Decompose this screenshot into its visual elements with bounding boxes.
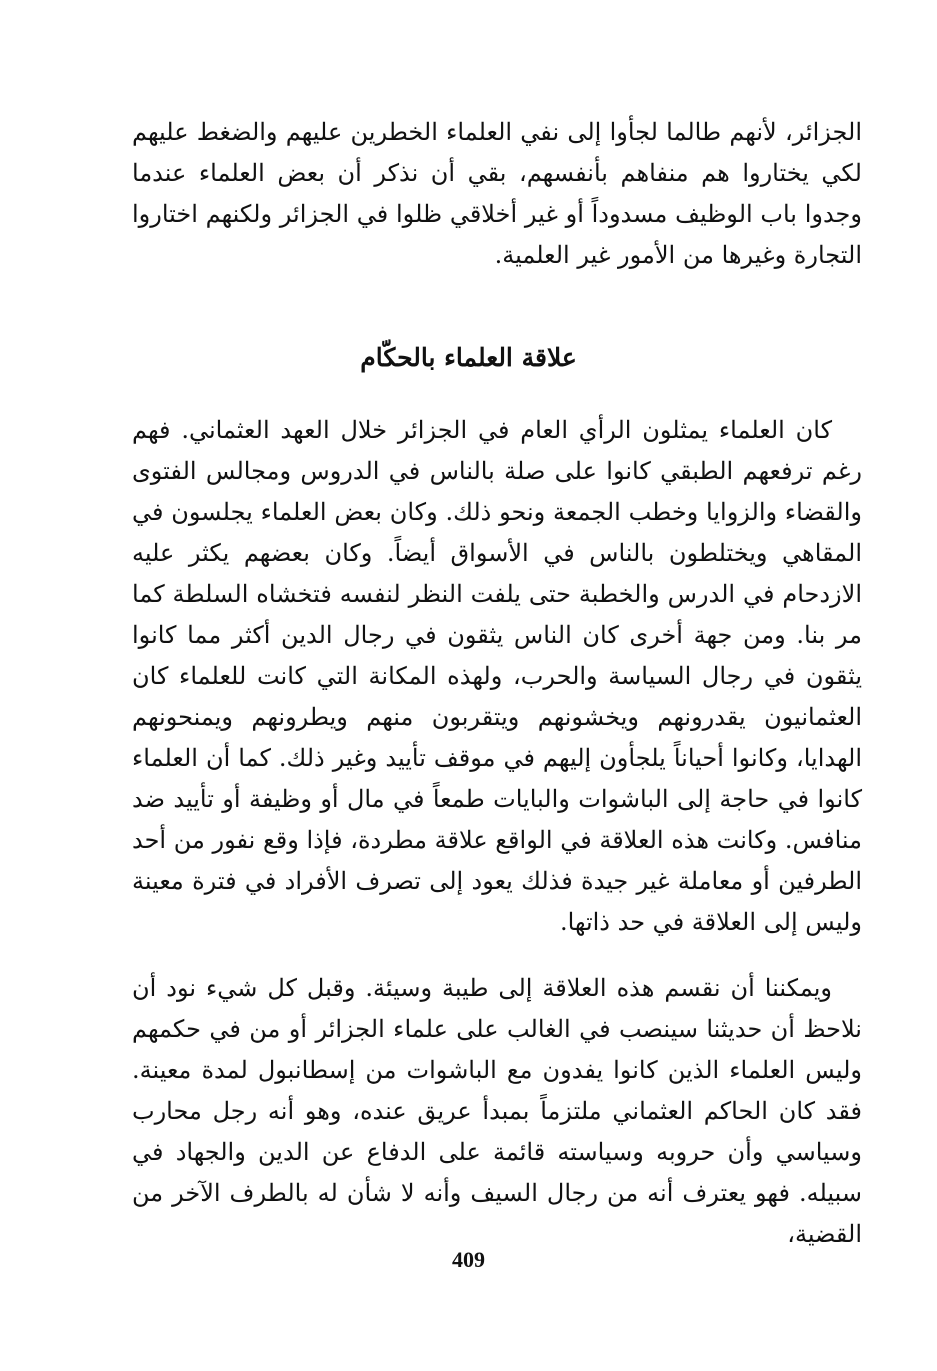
paragraph-scholars-public-opinion: كان العلماء يمثلون الرأي العام في الجزائر خلال العهد العثماني. فهم رغم ترفعهم الطبقي كانوا على صلة بالناس في الدروس ومجالس الفتوى والقضاء والزوايا وخطب الجمعة ونحو ذلك. وكان بعض العلماء يجلسون في المقاهي ويختلطون بالناس في الأسواق أيضاً. وكان بعضهم يكثر عليه الازدحام في الدرس والخطبة حتى يلفت النظر لنفسه فتخشاه السلطة كما مر بنا. ومن جهة أخرى كان الناس يثقون في رجال الدين أكثر مما كانوا يثقون في رجال السياسة والحرب، ولهذه المكانة التي كانت للعلماء كان العثمانيون يقدرونهم ويخشونهم ويتقربون منهم ويطرونهم ويمنحونهم الهدايا، وكانوا أحياناً يلجأون إليهم في موقف تأييد وغير ذلك. كما أن العلماء كانوا في حاجة إلى الباشوات والبايات طمعاً في مال أو وظيفة أو تأييد ضد منافس. وكانت هذه العلاقة في الواقع علاقة مطردة، فإذا وقع نفور من أحد الطرفين أو معاملة غير جيدة فذلك يعود إلى تصرف الأفراد في فترة معينة وليس إلى العلاقة في حد ذاتها.: [132, 416, 862, 936]
paragraph-relationship-division: ويمكننا أن نقسم هذه العلاقة إلى طيبة وسيئة. وقبل كل شيء نود أن نلاحظ أن حديثنا سينصب في الغالب على علماء الجزائر أو من في حكمهم وليس العلماء الذين كانوا يفدون مع الباشوات من إسطانبول لمدة معينة. فقد كان الحاكم العثماني ملتزماً بمبدأ عريق عنده، وهو أنه رجل محارب وسياسي وأن حروبه وسياسته قائمة على الدفاع عن الدين والجهاد في سبيله. فهو يعترف أنه من رجال السيف وأنه لا شأن له بالطرف الآخر من القضية،: [132, 974, 862, 1248]
section-heading: علاقة العلماء بالحكّام: [360, 343, 577, 372]
paragraph-continuation: الجزائر، لأنهم طالما لجأوا إلى نفي العلماء الخطرين عليهم والضغط عليهم لكي يختاروا هم منفاهم بأنفسهم، بقي أن نذكر أن بعض العلماء عندما وجدوا باب الوظيف مسدوداً أو غير أخلاقي ظلوا في الجزائر ولكنهم اختاروا التجارة وغيرها من الأمور غير العلمية.: [132, 118, 862, 269]
page-number: 409: [452, 1247, 485, 1272]
